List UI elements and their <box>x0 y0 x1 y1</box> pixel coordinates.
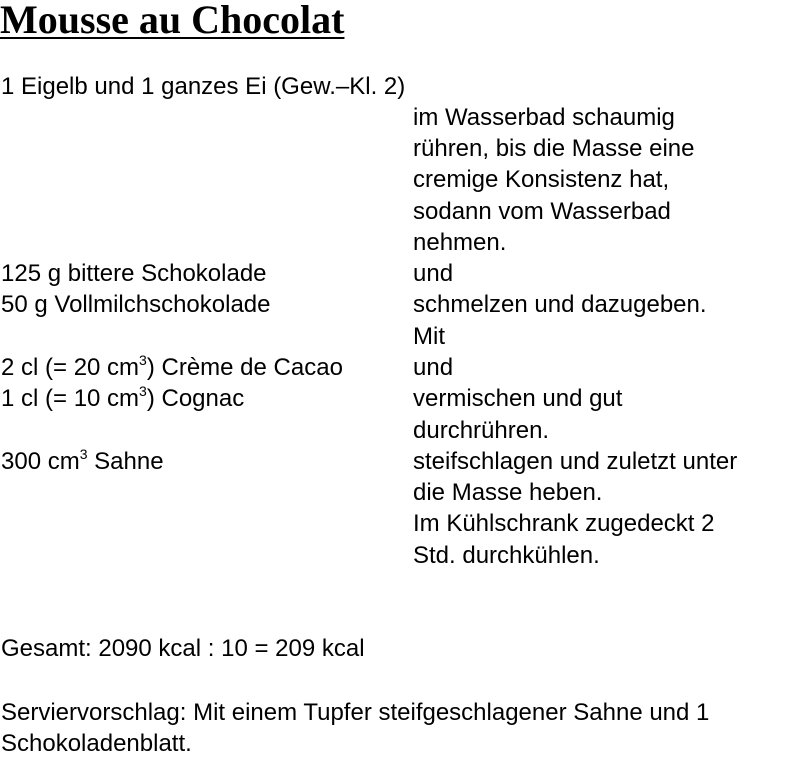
total-calories: Gesamt: 2090 kcal : 10 = 209 kcal <box>1 635 365 662</box>
ingredient-cream: 300 $cm^3$ Sahne <box>1 446 164 475</box>
step-text: vermischen und gut <box>413 385 623 412</box>
step-text: im Wasserbad schaumig <box>413 104 675 131</box>
ingredient-eggs: 1 Eigelb und 1 ganzes Ei (Gew.–Kl. 2) <box>1 73 406 100</box>
recipe-title: Mousse au Chocolat <box>0 0 345 42</box>
serving-suggestion-line1: Serviervorschlag: Mit einem Tupfer steifgeschlagener Sahne und 1 <box>1 699 710 726</box>
step-text: cremige Konsistenz hat, <box>413 166 670 193</box>
ingredient-cognac: 1 cl (= 10 $cm^3$) Cognac <box>1 383 245 412</box>
step-text: durchrühren. <box>413 417 550 444</box>
step-text: und <box>413 354 454 381</box>
serving-suggestion-line2: Schokoladenblatt. <box>1 730 192 757</box>
step-text: Mit <box>413 323 445 350</box>
ingredient-dark-chocolate: 125 g bittere Schokolade <box>1 260 267 287</box>
step-text: Im Kühlschrank zugedeckt 2 <box>413 510 715 537</box>
ingredient-creme-de-cacao: 2 cl (= 20 $cm^3$) Crème de Cacao <box>1 352 343 381</box>
step-text: die Masse heben. <box>413 479 603 506</box>
step-text: Std. durchkühlen. <box>413 542 600 569</box>
step-text: rühren, bis die Masse eine <box>413 135 695 162</box>
step-text: nehmen. <box>413 229 507 256</box>
ingredient-milk-chocolate: 50 g Vollmilchschokolade <box>1 291 271 318</box>
step-text: schmelzen und dazugeben. <box>413 291 707 318</box>
step-text: und <box>413 260 454 287</box>
step-text: sodann vom Wasserbad <box>413 198 671 225</box>
step-text: steifschlagen und zuletzt unter <box>413 448 738 475</box>
